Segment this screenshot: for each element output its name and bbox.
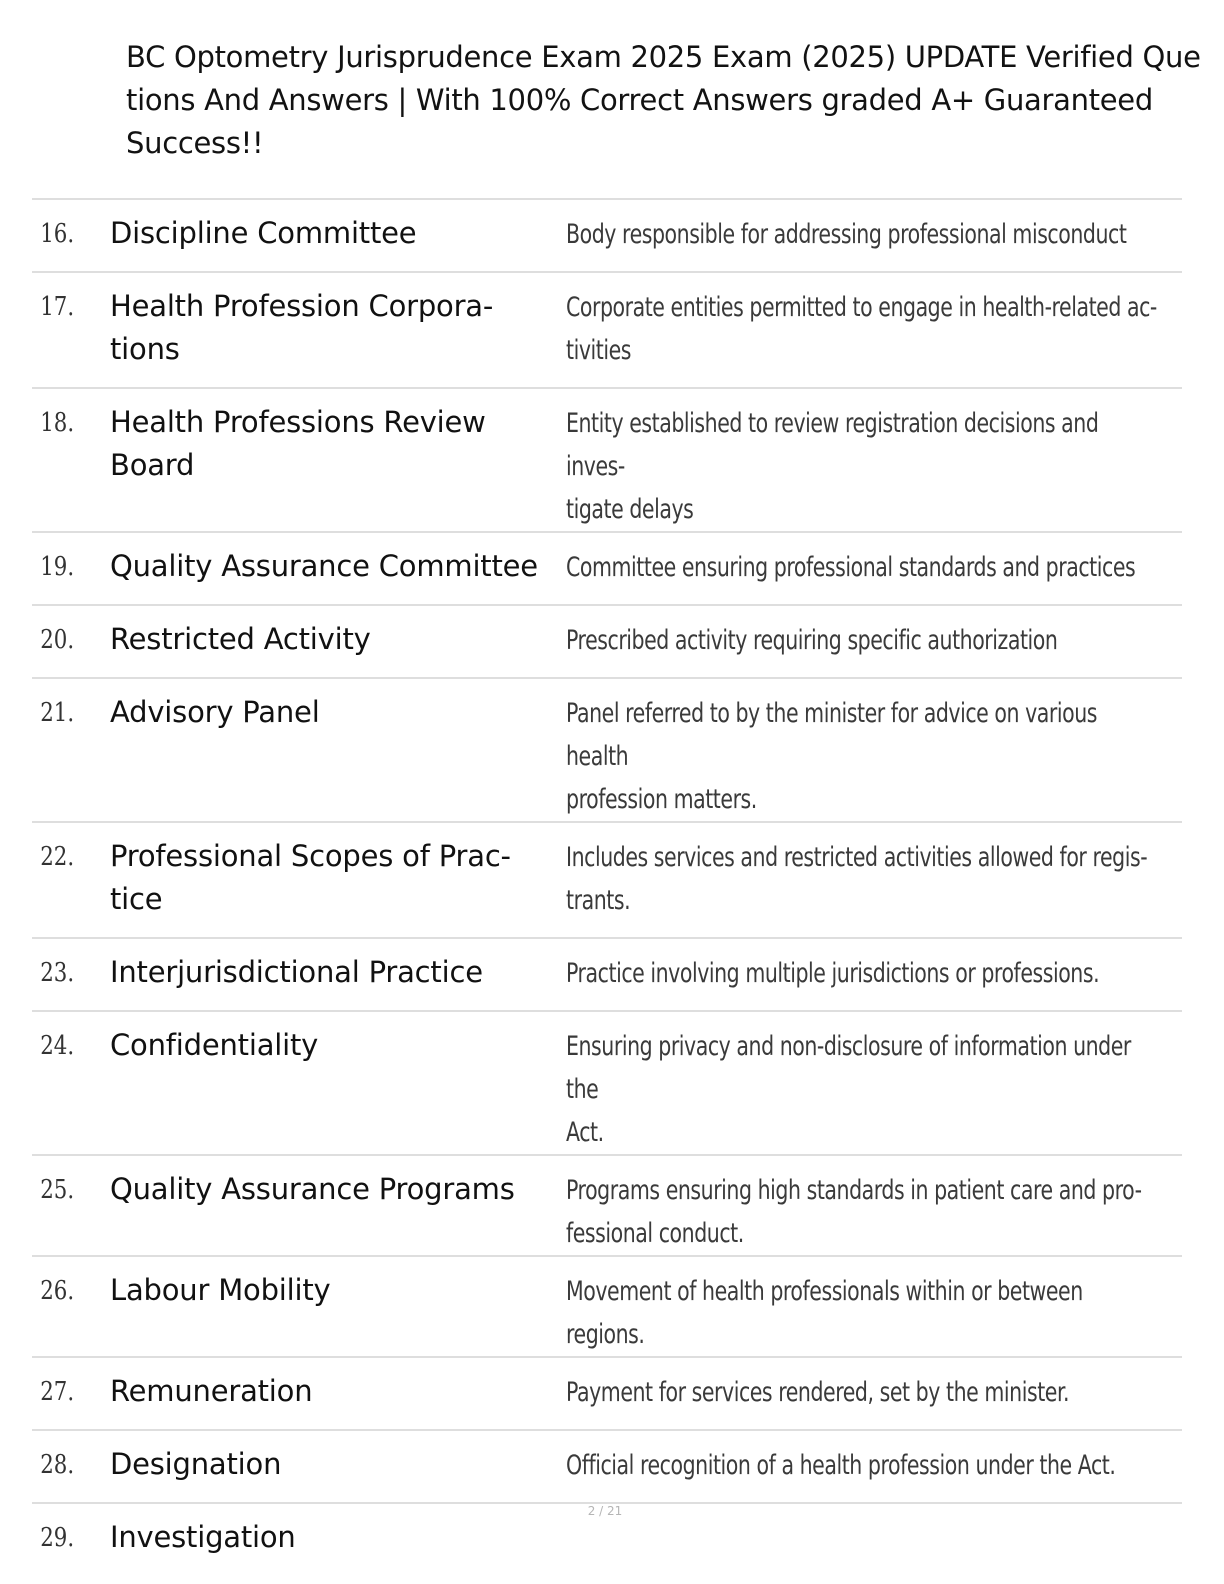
row-number: 22. <box>40 842 75 872</box>
definition-cell <box>566 1358 1182 1429</box>
term-line: Labour Mobility <box>110 1273 331 1307</box>
row-number: 18. <box>40 408 75 438</box>
term-cell <box>110 533 566 604</box>
row-number: 20. <box>40 625 75 655</box>
definition-text <box>566 1025 1159 1154</box>
term-line: Quality Assurance Committee <box>110 549 538 583</box>
term-line: Health Profession Corpora- <box>110 289 494 323</box>
term-cell <box>110 939 566 1010</box>
definition-line: Includes services and restricted activities allowed for regis- <box>566 842 1148 873</box>
term-cell <box>110 273 566 387</box>
definition-line: Payment for services rendered, set by the minister. <box>566 1377 1070 1408</box>
term-cell <box>110 1156 566 1255</box>
table-row <box>32 1431 1182 1504</box>
term-line: Health Professions Review <box>110 405 486 439</box>
definition-text <box>566 1169 1159 1255</box>
table-row <box>32 1257 1182 1358</box>
document-title-line-2: tions And Answers | With 100% Correct Answers graded A+ Guaranteed <box>126 83 1153 117</box>
page-number: 2 / 21 <box>587 1504 623 1518</box>
table-row <box>32 939 1182 1012</box>
term-cell <box>110 389 566 531</box>
table-row <box>32 200 1182 273</box>
definition-text <box>566 546 1159 589</box>
definition-line: Entity established to review registration decisions and inves- <box>566 408 1099 482</box>
term-cell <box>110 823 566 937</box>
term-cell <box>110 1257 566 1356</box>
term-line: Professional Scopes of Prac- <box>110 839 511 873</box>
definition-text <box>566 619 1159 662</box>
definition-cell <box>566 273 1182 387</box>
definition-cell <box>566 1431 1182 1502</box>
row-number: 21. <box>40 698 75 728</box>
definition-line: Ensuring privacy and non-disclosure of information under the <box>566 1031 1131 1105</box>
definition-cell <box>566 679 1182 821</box>
definition-line: trants. <box>566 885 631 916</box>
definition-line: fessional conduct. <box>566 1218 744 1249</box>
definition-line: Act. <box>566 1117 604 1148</box>
definition-text <box>566 1270 1159 1356</box>
table-row <box>32 533 1182 606</box>
definition-line: Panel referred to by the minister for advice on various health <box>566 698 1098 772</box>
row-number: 25. <box>40 1175 75 1205</box>
term-cell <box>110 1012 566 1154</box>
definition-text <box>566 1371 1159 1414</box>
term-line: Confidentiality <box>110 1028 319 1062</box>
definition-line: tigate delays <box>566 494 694 525</box>
definition-cell <box>566 939 1182 1010</box>
definition-line: profession matters. <box>566 784 757 815</box>
term-cell <box>110 200 566 271</box>
row-number: 24. <box>40 1031 75 1061</box>
row-number: 19. <box>40 552 75 582</box>
definition-text <box>566 1444 1159 1487</box>
term-line: Investigation <box>110 1520 296 1554</box>
term-cell <box>110 606 566 677</box>
definition-cell <box>566 1257 1182 1356</box>
table-row <box>32 823 1182 939</box>
definition-line: Practice involving multiple jurisdictions or professions. <box>566 958 1100 989</box>
definition-cell <box>566 1156 1182 1255</box>
term-line: Discipline Committee <box>110 216 417 250</box>
definition-line: Committee ensuring professional standards and practices <box>566 552 1136 583</box>
definition-text <box>566 286 1159 372</box>
table-row <box>32 1156 1182 1257</box>
definition-cell <box>566 606 1182 677</box>
definition-line: Official recognition of a health profession under the Act. <box>566 1450 1116 1481</box>
table-row <box>32 1358 1182 1431</box>
flashcard-term-table <box>32 198 1182 1575</box>
term-line: Advisory Panel <box>110 695 320 729</box>
definition-line: Prescribed activity requiring specific authorization <box>566 625 1058 656</box>
term-line: Quality Assurance Programs <box>110 1172 515 1206</box>
term-cell <box>110 1431 566 1502</box>
table-row <box>32 679 1182 823</box>
definition-line: Corporate entities permitted to engage in health-related ac- <box>566 292 1157 323</box>
definition-line: tivities <box>566 335 632 366</box>
row-number: 28. <box>40 1450 75 1480</box>
definition-cell <box>566 533 1182 604</box>
term-line: Restricted Activity <box>110 622 371 656</box>
definition-line: Programs ensuring high standards in patient care and pro- <box>566 1175 1142 1206</box>
row-number: 27. <box>40 1377 75 1407</box>
row-number: 17. <box>40 292 75 322</box>
term-line: Board <box>110 448 195 482</box>
definition-cell <box>566 200 1182 271</box>
term-cell <box>110 679 566 821</box>
definition-text <box>566 213 1159 256</box>
definition-text <box>566 692 1159 821</box>
table-row <box>32 389 1182 533</box>
term-line: Interjurisdictional Practice <box>110 955 483 989</box>
row-number: 29. <box>40 1523 75 1553</box>
term-line: Designation <box>110 1447 282 1481</box>
definition-line: Body responsible for addressing professional misconduct <box>566 219 1127 250</box>
row-number: 26. <box>40 1276 75 1306</box>
definition-text <box>566 836 1159 922</box>
term-line: tions <box>110 332 180 366</box>
term-line: Remuneration <box>110 1374 313 1408</box>
document-title-line-3: Success!! <box>126 126 264 160</box>
definition-text <box>566 952 1159 995</box>
row-number: 23. <box>40 958 75 988</box>
table-row <box>32 606 1182 679</box>
definition-cell <box>566 823 1182 937</box>
table-row <box>32 273 1182 389</box>
document-title-line-1: BC Optometry Jurisprudence Exam 2025 Exam (2025) UPDATE Verified Que <box>126 40 1201 74</box>
table-row <box>32 1012 1182 1156</box>
row-number: 16. <box>40 219 75 249</box>
definition-cell <box>566 389 1182 531</box>
definition-cell <box>566 1012 1182 1154</box>
term-cell <box>110 1358 566 1429</box>
term-line: tice <box>110 882 163 916</box>
definition-text <box>566 402 1159 531</box>
document-title <box>126 36 1216 165</box>
definition-line: Movement of health professionals within or between regions. <box>566 1276 1083 1350</box>
